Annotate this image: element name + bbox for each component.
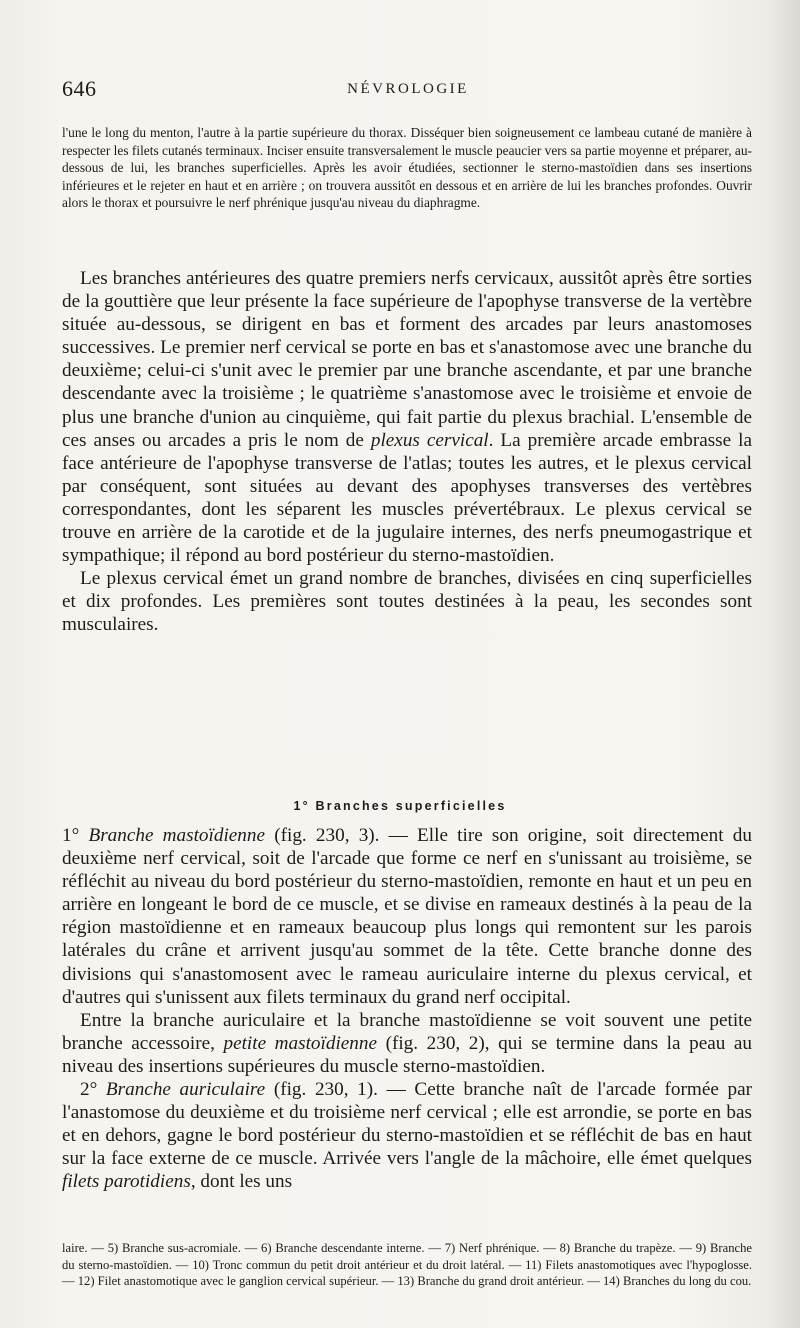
paragraph-text: (fig. 230, 3). — Elle tire son origine, soit directement du deuxième nerf cervical, soit de l'arcade que forme ce nerf en s'unissant au troisième, se réfléchit au niveau du bord postérieur du sterno-mastoïdien, remonte en haut et un peu en arrière en longeant le bord de ce muscle, et se divise en rameaux destinés à la peau de la région mastoïdienne et en rameaux beaucoup plus longs qui remontent sur les parois latérales du crâne et arrivent jusqu'au sommet de la tête. Cette branche donne des divisions qui s'anastomosent avec le rameau auriculaire interne du plexus cervical, et d'autres qui s'unissent aux filets terminaux du grand nerf occipital.: [62, 825, 752, 1008]
section-heading: 1° Branches superficielles: [293, 799, 507, 813]
dissection-note: [62, 124, 752, 212]
main-text-lower: [62, 824, 752, 1194]
page-header: [62, 76, 754, 106]
paragraph-branche-mastoidienne: [62, 824, 752, 1009]
term-petite-mastoidienne: petite mastoïdienne: [223, 1032, 377, 1054]
term-branche-auriculaire: Branche auriculaire: [105, 1079, 266, 1101]
paragraph-text: , dont les uns: [190, 1171, 293, 1193]
main-text-upper: [62, 267, 752, 637]
paragraph-text: Les branches antérieures des quatre premiers nerfs cervicaux, aussitôt après être sorties de la gouttière que leur présente la face supérieure de l'apophyse transverse de la vertèbre située au-dessous, se dirigent en bas et forment des arcades par leurs anastomoses successives. Le premier nerf cervical se porte en bas et s'anastomose avec une branche du deuxième; celui-ci s'unit avec le premier par une branche ascendante, et par une branche descendante avec la troisième ; le quatrième s'anastomose avec le troisième et envoie de plus une branche d'union au cinquième, qui fait partie du plexus brachial. L'ensemble de ces anses ou arcades a pris le nom de: [62, 268, 752, 451]
figure-legend: [62, 1240, 752, 1290]
paragraph-petite-mastoidienne: [62, 1009, 752, 1078]
term-plexus-cervical: plexus cervical: [370, 429, 489, 451]
figure-legend-text: laire. — 5) Branche sus-acromiale. — 6) Branche descendante interne. — 7) Nerf phrénique. — 8) Branche du trapèze. — 9) Branche du sterno-mastoïdien. — 10) Tronc commun du petit droit antérieur et du droit latéral. — 11) Filets anastomotiques avec l'hypoglosse. — 12) Filet anastomotique avec le ganglion cervical supérieur. — 13) Branche du grand droit antérieur. — 14) Branches du long du cou.: [62, 1241, 752, 1289]
running-head: NÉVROLOGIE: [347, 81, 469, 97]
term-filets-parotidiens: filets parotidiens: [62, 1171, 191, 1193]
paragraph-text: (fig. 230, 1). — Cette branche naît de l'arcade formée par l'anastomose du deuxième et du troisième nerf cervical ; elle est arrondie, se porte en bas et en dehors, gagne le bord postérieur du sterno-mastoïdien et se réfléchit de bas en haut sur la face externe de ce muscle. Arrivée vers l'angle de la mâchoire, elle émet quelques: [62, 1079, 753, 1170]
paragraph-branche-auriculaire: [62, 1078, 752, 1193]
item-number: 2°: [80, 1079, 98, 1101]
paragraph-text: . La première arcade embrasse la face antérieure de l'apophyse transverse de l'atlas; toutes les autres, et le plexus cervical par conséquent, sont situées au devant des apophyses transverses des vertèbres correspondantes, dont les séparent les muscles prévertébraux. Le plexus cervical se trouve en arrière de la carotide et de la jugulaire internes, des nerfs pneumogastrique et sympathique; il répond au bord postérieur du sterno-mastoïdien.: [62, 429, 752, 567]
paragraph-text: Entre la branche auriculaire et la branche mastoïdienne se voit souvent une petite branche accessoire,: [62, 1009, 752, 1054]
paragraph-plexus-description: [62, 267, 752, 567]
page-number: 646: [62, 76, 97, 101]
paragraph-branches-count: Le plexus cervical émet un grand nombre de branches, divisées en cinq superficielles et dix profondes. Les premières sont toutes destinées à la peau, les secondes sont musculaires.: [62, 568, 752, 636]
term-branche-mastoidienne: Branche mastoïdienne: [88, 825, 266, 846]
dissection-note-text: l'une le long du menton, l'autre à la partie supérieure du thorax. Disséquer bien soigneusement ce lambeau cutané de manière à respecter les filets cutanés terminaux. Inciser ensuite transversalement le muscle peaucier vers sa partie moyenne et préparer, au-dessous de lui, les branches superficielles. Après les avoir étudiées, sectionner le sterno-mastoïdien dans ses insertions inférieures et le rejeter en haut et en arrière ; on trouvera aussitôt en dessous et en arrière de lui les branches profondes. Ouvrir alors le thorax et poursuivre le nerf phrénique jusqu'au niveau du diaphragme.: [62, 125, 752, 211]
item-number: 1°: [62, 825, 80, 846]
paragraph-text: (fig. 230, 2), qui se termine dans la peau au niveau des insertions supérieures du muscle sterno-mastoïdien.: [62, 1032, 752, 1077]
